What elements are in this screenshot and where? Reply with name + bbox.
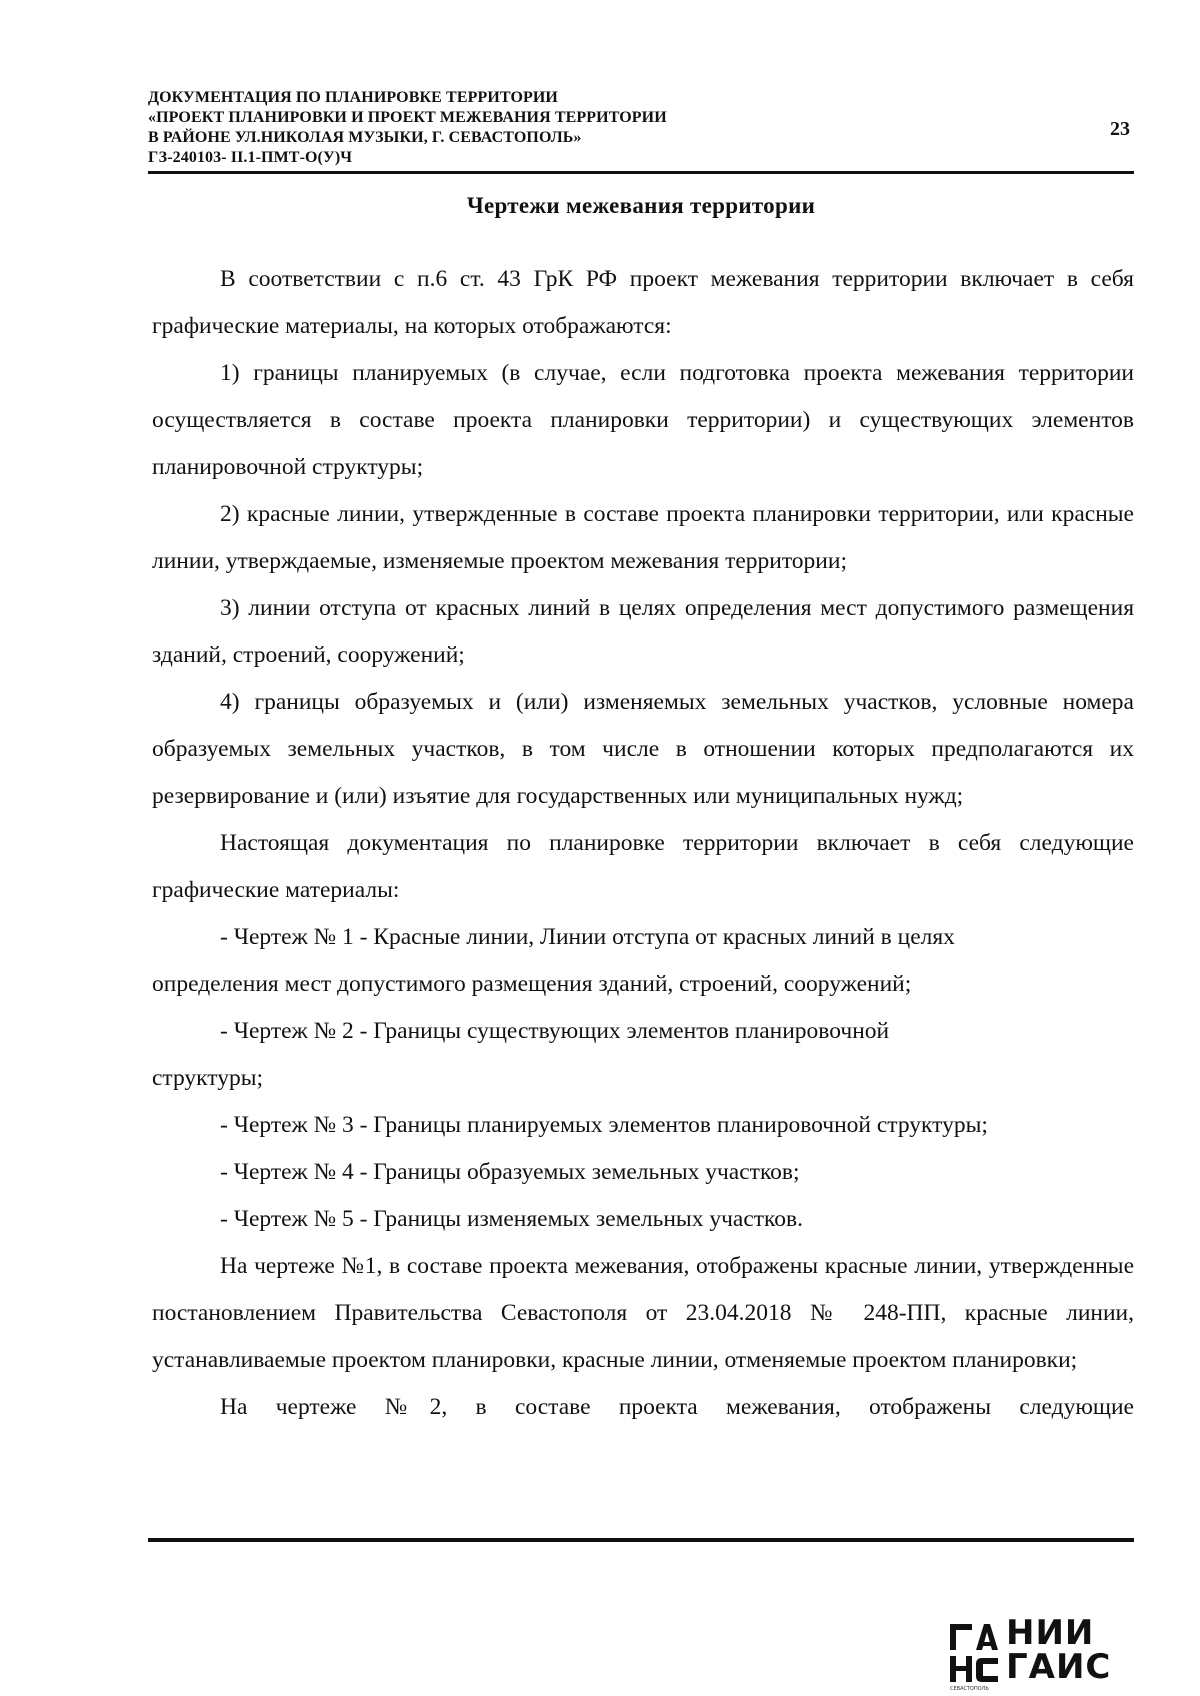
header-line-1: ДОКУМЕНТАЦИЯ ПО ПЛАНИРОВКЕ ТЕРРИТОРИИ xyxy=(148,89,558,106)
drawing-item-5: - Чертеж № 5 - Границы изменяемых земельных участков. xyxy=(220,1206,803,1232)
drawing-item-2: - Чертеж № 2 - Границы существующих элементов планировочной структуры; xyxy=(152,1018,890,1091)
list-item-1: 1) границы планируемых (в случае, если подготовка проекта межевания территории осуществляется в составе проекта планировки территории) и существующих элементов планировочной структуры; xyxy=(152,360,1134,480)
paragraph-materials-intro: Настоящая документация по планировке территории включает в себя следующие графические материалы: xyxy=(152,830,1134,903)
logo-wordmark xyxy=(1006,1613,1112,1687)
list-item-4: 4) границы образуемых и (или) изменяемых земельных участков, условные номера образуемых земельных участков, в том числе в отношении которых предполагаются их резервирование и (или) изъятие для государственных или муниципальных нужд; xyxy=(152,689,1134,809)
drawing-item-3: - Чертеж № 3 - Границы планируемых элементов планировочной структуры; xyxy=(220,1112,988,1138)
drawing-item-4: - Чертеж № 4 - Границы образуемых земельных участков; xyxy=(220,1159,800,1185)
header-line-3: В РАЙОНЕ УЛ.НИКОЛАЯ МУЗЫКИ, Г. СЕВАСТОПОЛЬ» xyxy=(148,129,582,146)
niigais-logo xyxy=(950,1613,1136,1692)
header-document-code: ГЗ-240103- II.1-ПМТ-О(У)Ч xyxy=(148,149,353,166)
footer-divider xyxy=(148,1538,1134,1542)
document-body xyxy=(152,256,1134,1431)
header-line-2: «ПРОЕКТ ПЛАНИРОВКИ И ПРОЕКТ МЕЖЕВАНИЯ ТЕРРИТОРИИ xyxy=(148,109,667,126)
logo-caption: СЕВАСТОПОЛЬ xyxy=(950,1686,989,1692)
header-divider xyxy=(148,171,1134,174)
drawing-item-1: - Чертеж № 1 - Красные линии, Линии отступа от красных линий в целях определения мест допустимого размещения зданий, строений, сооружений; xyxy=(152,924,955,997)
paragraph-drawing-2: На чертеже №2, в составе проекта межевания, отображены следующие xyxy=(220,1394,1134,1420)
section-title: Чертежи межевания территории xyxy=(466,193,816,218)
logo-text-line-2: ГАИС xyxy=(1006,1647,1112,1687)
list-item-3: 3) линии отступа от красных линий в целях определения мест допустимого размещения зданий, строений, сооружений; xyxy=(152,595,1134,668)
header-title-block xyxy=(148,88,1134,168)
paragraph-drawing-1: На чертеже №1, в составе проекта межевания, отображены красные линии, утвержденные постановлением Правительства Севастополя от 23.04.2018 № 248-ПП, красные линии, устанавливаемые проектом планировки, красные линии, отменяемые проектом планировки; xyxy=(152,1253,1134,1373)
page-number: 23 xyxy=(1110,118,1130,140)
list-item-2: 2) красные линии, утвержденные в составе проекта планировки территории, или красные линии, утверждаемые, изменяемые проектом межевания территории; xyxy=(152,501,1134,574)
logo-text-line-1: НИИ xyxy=(1006,1613,1095,1653)
logo-mark-icon xyxy=(950,1620,998,1686)
document-header xyxy=(148,88,1134,168)
paragraph-intro: В соответствии с п.6 ст. 43 ГрК РФ проект межевания территории включает в себя графические материалы, на которых отображаются: xyxy=(152,266,1134,339)
